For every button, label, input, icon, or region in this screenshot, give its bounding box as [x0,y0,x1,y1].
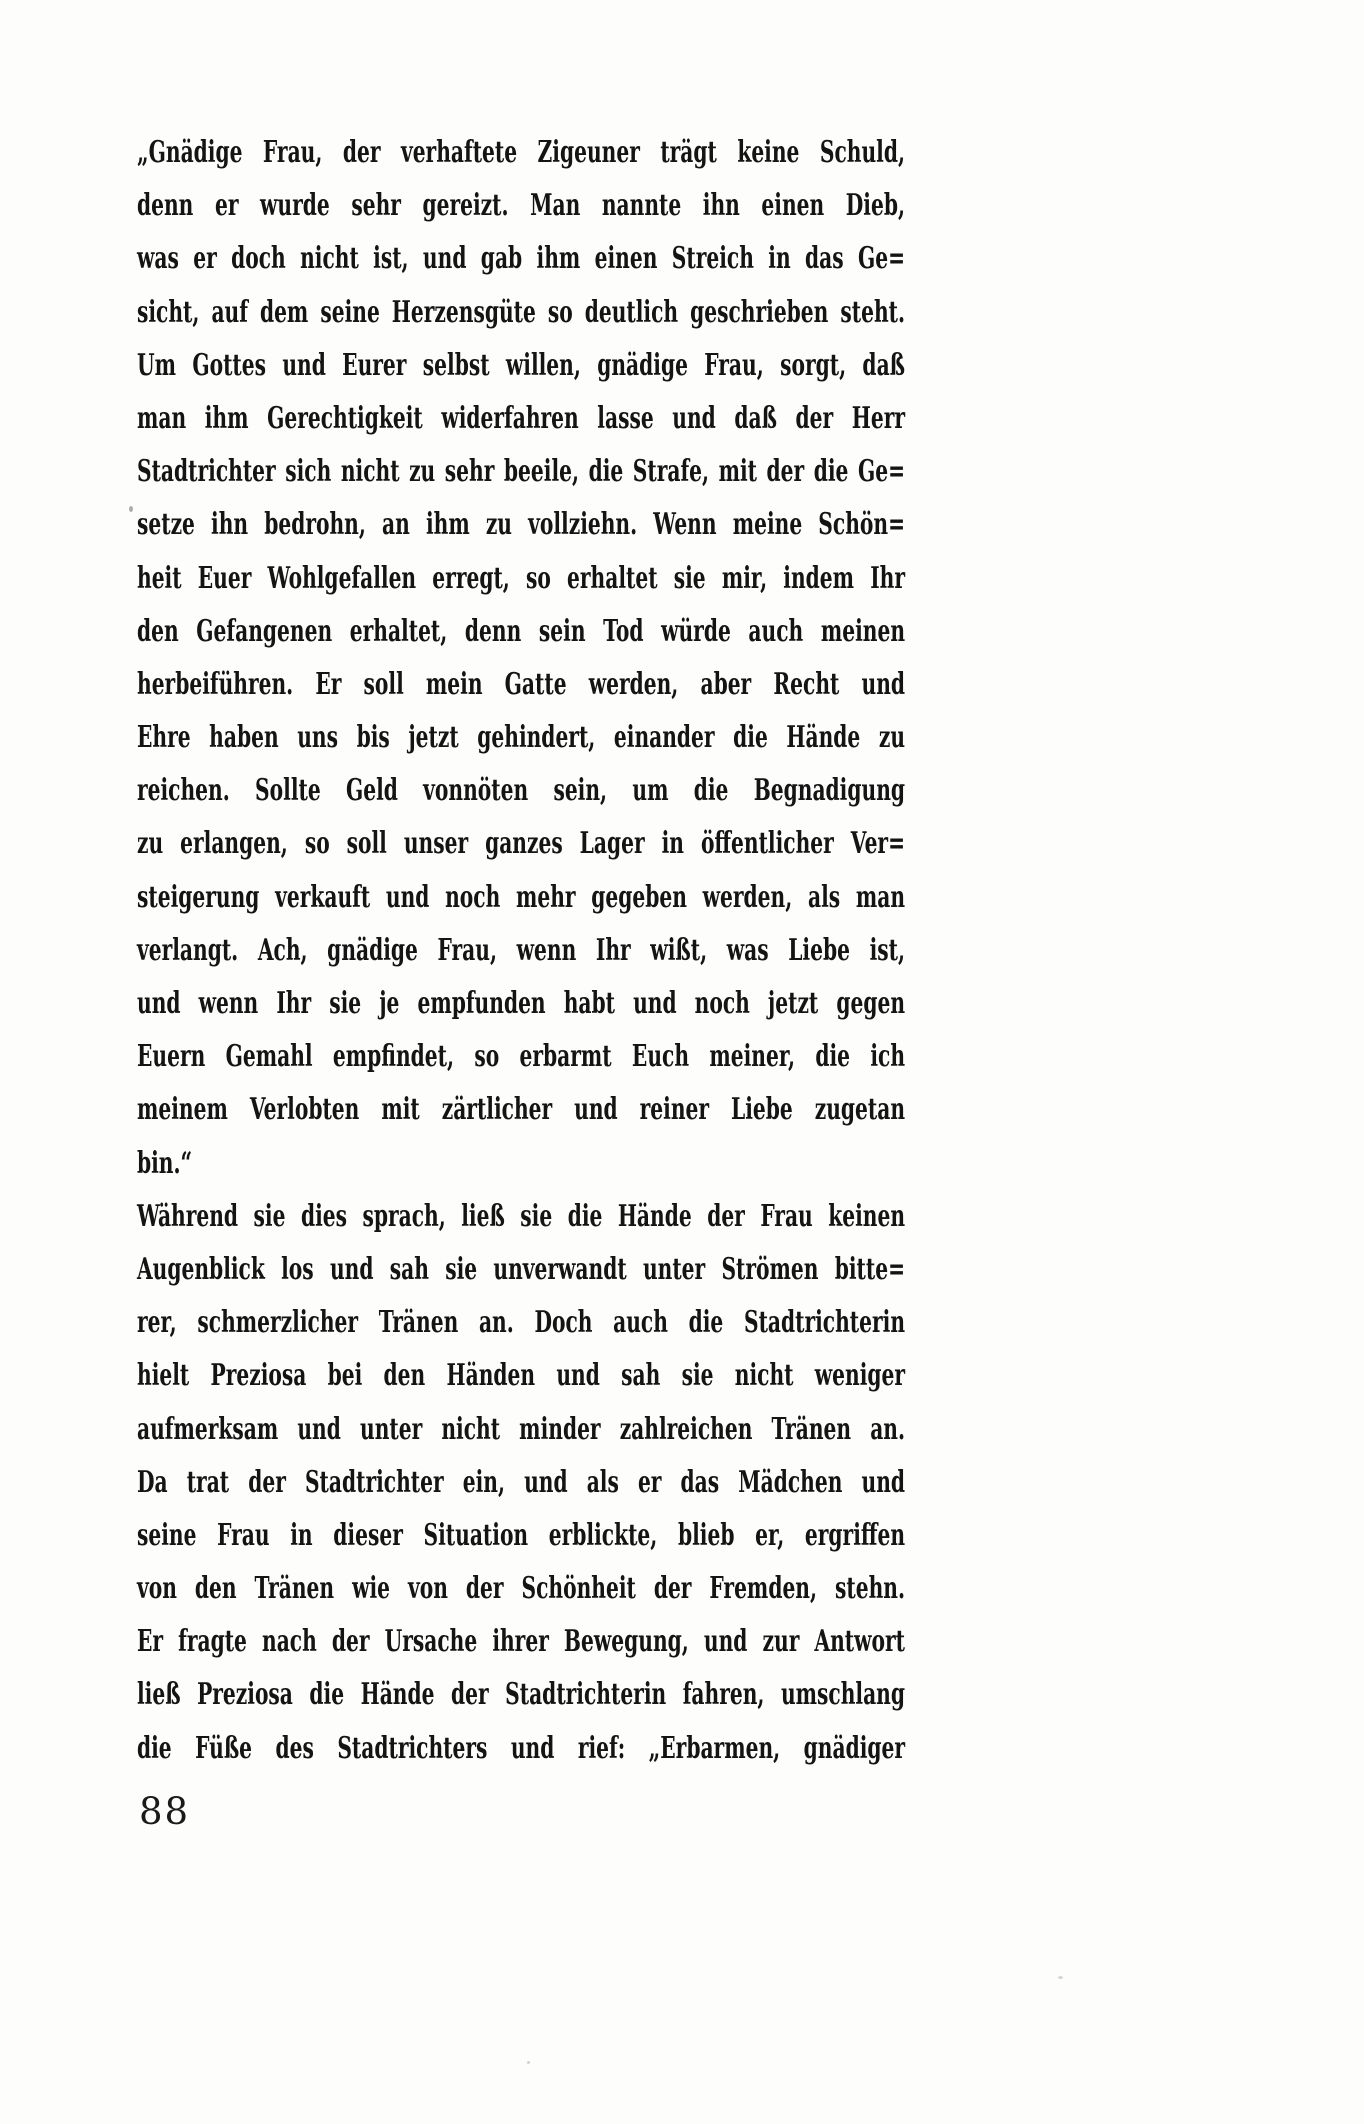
text-line: zu erlangen, so soll unser ganzes Lager in öffentlicher Ver= [137,826,906,862]
text-line: Stadtrichter sich nicht zu sehr beeile, die Strafe, mit der die Ge= [137,454,906,490]
page-number: 88 [139,1790,191,1833]
text-line: Da trat der Stadtrichter ein, und als er das Mädchen und [137,1464,906,1500]
text-line: sicht, auf dem seine Herzensgüte so deutlich geschrieben steht. [137,294,906,330]
text-line: denn er wurde sehr gereizt. Man nannte ihn einen Dieb, [137,188,906,224]
text-line: Euern Gemahl empfindet, so erbarmt Euch meiner, die ich [137,1039,906,1075]
scan-speck [129,506,133,512]
text-line: herbeiführen. Er soll mein Gatte werden, aber Recht und [137,666,906,702]
text-line: Während sie dies sprach, ließ sie die Hände der Frau keinen [137,1198,906,1234]
text-line: was er doch nicht ist, und gab ihm einen Streich in das Ge= [137,241,906,277]
text-line: Er fragte nach der Ursache ihrer Bewegung, und zur Antwort [137,1624,906,1660]
text-line: die Füße des Stadtrichters und rief: „Erbarmen, gnädiger [137,1730,906,1766]
scan-speck [527,2061,530,2064]
text-line: rer, schmerzlicher Tränen an. Doch auch die Stadtrichterin [137,1305,906,1341]
text-line: Ehre haben uns bis jetzt gehindert, einander die Hände zu [137,720,906,756]
text-line: meinem Verlobten mit zärtlicher und reiner Liebe zugetan [137,1092,906,1128]
text-line: „Gnädige Frau, der verhaftete Zigeuner trägt keine Schuld, [137,135,906,170]
text-line: ließ Preziosa die Hände der Stadtrichterin fahren, umschlang [137,1677,906,1713]
text-line: setze ihn bedrohn, an ihm zu vollziehn. Wenn meine Schön= [137,507,906,543]
text-block [137,126,905,1775]
text-line: reichen. Sollte Geld vonnöten sein, um die Begnadigung [137,773,906,809]
text-line: Augenblick los und sah sie unverwandt unter Strömen bitte= [137,1251,906,1287]
text-line: verlangt. Ach, gnädige Frau, wenn Ihr wißt, was Liebe ist, [137,932,906,968]
text-line: hielt Preziosa bei den Händen und sah sie nicht weniger [137,1358,906,1394]
text-line: steigerung verkauft und noch mehr gegeben werden, als man [137,879,906,915]
text-line: Um Gottes und Eurer selbst willen, gnädige Frau, sorgt, daß [137,347,906,383]
text-line: aufmerksam und unter nicht minder zahlreichen Tränen an. [137,1411,906,1447]
text-line-paragraph-end: bin.“ [137,1145,193,1181]
text-line: von den Tränen wie von der Schönheit der Fremden, stehn. [137,1571,906,1607]
text-line: und wenn Ihr sie je empfunden habt und noch jetzt gegen [137,986,906,1021]
text-line: man ihm Gerechtigkeit widerfahren lasse und daß der Herr [137,400,906,436]
text-line: seine Frau in dieser Situation erblickte, blieb er, ergriffen [137,1517,906,1553]
scan-speck [1058,1976,1063,1979]
text-line: den Gefangenen erhaltet, denn sein Tod würde auch meinen [137,613,906,649]
text-line: heit Euer Wohlgefallen erregt, so erhaltet sie mir, indem Ihr [137,560,906,596]
